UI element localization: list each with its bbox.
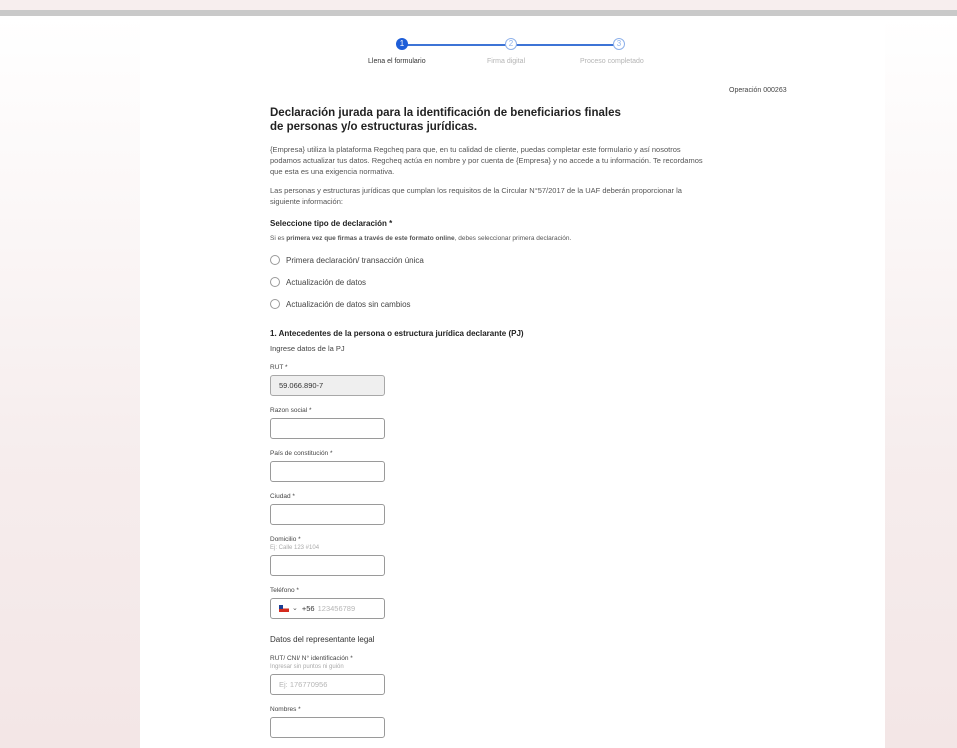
requirements-paragraph: Las personas y estructuras jurídicas que cumplan los requisitos de la Circular N°57/2017 de la UAF deberán proporcionar la siguiente información: — [270, 186, 682, 206]
radio-circle[interactable] — [270, 277, 280, 287]
radio-circle[interactable] — [270, 255, 280, 265]
telefono-label: Teléfono * — [270, 587, 299, 594]
legal-representative-title: Datos del representante legal — [270, 635, 375, 644]
form-title: Declaración jurada para la identificación de beneficiarios finales de personas y/o estructuras jurídicas. — [270, 107, 621, 133]
pais-constitucion-label: País de constitución * — [270, 450, 333, 457]
radio-data-update[interactable] — [270, 271, 710, 293]
declaration-hint — [270, 234, 580, 243]
intro-paragraph: {Empresa} utiliza la plataforma Regcheq para que, en tu calidad de cliente, puedas completar este formulario y así nosotros podamos actualizar tus datos. Regcheq actúa en nombre y por cuenta de {Empresa} y no accede a tu información. Te recordamos que esta es una exigencia normativa. — [270, 145, 703, 176]
step-connector-2 — [515, 44, 620, 46]
declaration-hint-pre: Si es — [270, 235, 287, 242]
pais-constitucion-field[interactable] — [270, 461, 385, 482]
domicilio-label: Domicilio * — [270, 536, 301, 543]
declaration-hint-bold: primera vez que firmas a través de este formato online — [286, 235, 455, 242]
domicilio-hint: Ej: Calle 123 #104 — [270, 545, 320, 551]
step-2-label: Firma digital — [487, 58, 526, 65]
step-1-label: Llena el formulario — [368, 58, 426, 65]
telefono-field[interactable] — [270, 598, 385, 619]
rut-field: 59.066.890-7 — [270, 375, 385, 396]
background-right — [885, 16, 957, 748]
radio-circle[interactable] — [270, 299, 280, 309]
step-3-label: Proceso completado — [580, 58, 644, 65]
step-1-indicator: 1 — [396, 38, 408, 50]
domicilio-field[interactable] — [270, 555, 385, 576]
form-content — [270, 106, 710, 738]
section-1-subtitle: Ingrese datos de la PJ — [270, 344, 345, 353]
chevron-down-icon[interactable]: ⌄ — [292, 605, 298, 612]
progress-stepper — [140, 38, 885, 78]
nombres-field[interactable] — [270, 717, 385, 738]
step-connector-1 — [404, 44, 509, 46]
ciudad-label: Ciudad * — [270, 493, 295, 500]
phone-placeholder: 123456789 — [317, 604, 356, 613]
rut-label: RUT * — [270, 364, 288, 371]
operation-number: Operación 000263 — [729, 87, 787, 94]
razon-social-field[interactable] — [270, 418, 385, 439]
rep-id-hint: Ingresar sin puntos ni guión — [270, 664, 344, 670]
rep-id-placeholder: Ej: 176770956 — [279, 680, 328, 689]
step-3-indicator: 3 — [613, 38, 625, 50]
declaration-hint-post: , debes seleccionar primera declaración. — [454, 235, 572, 242]
declaration-type-label: Seleccione tipo de declaración * — [270, 219, 393, 228]
ciudad-field[interactable] — [270, 504, 385, 525]
rep-id-field[interactable] — [270, 674, 385, 695]
section-1-title: 1. Antecedentes de la persona o estructura jurídica declarante (PJ) — [270, 329, 524, 338]
declaration-type-options — [270, 249, 710, 315]
background-left — [0, 16, 140, 748]
phone-prefix: +56 — [301, 604, 315, 613]
radio-update-no-changes[interactable] — [270, 293, 710, 315]
form-page — [140, 16, 885, 748]
radio-label: Actualización de datos sin cambios — [286, 299, 411, 309]
radio-label: Primera declaración/ transacción única — [286, 255, 424, 265]
razon-social-label: Razon social * — [270, 407, 312, 414]
step-2-indicator: 2 — [505, 38, 517, 50]
radio-first-declaration[interactable] — [270, 249, 710, 271]
radio-label: Actualización de datos — [286, 277, 367, 287]
rep-id-label: RUT/ CNI/ N° identificación * — [270, 655, 353, 662]
nombres-label: Nombres * — [270, 706, 301, 713]
chile-flag-icon[interactable] — [279, 605, 289, 612]
